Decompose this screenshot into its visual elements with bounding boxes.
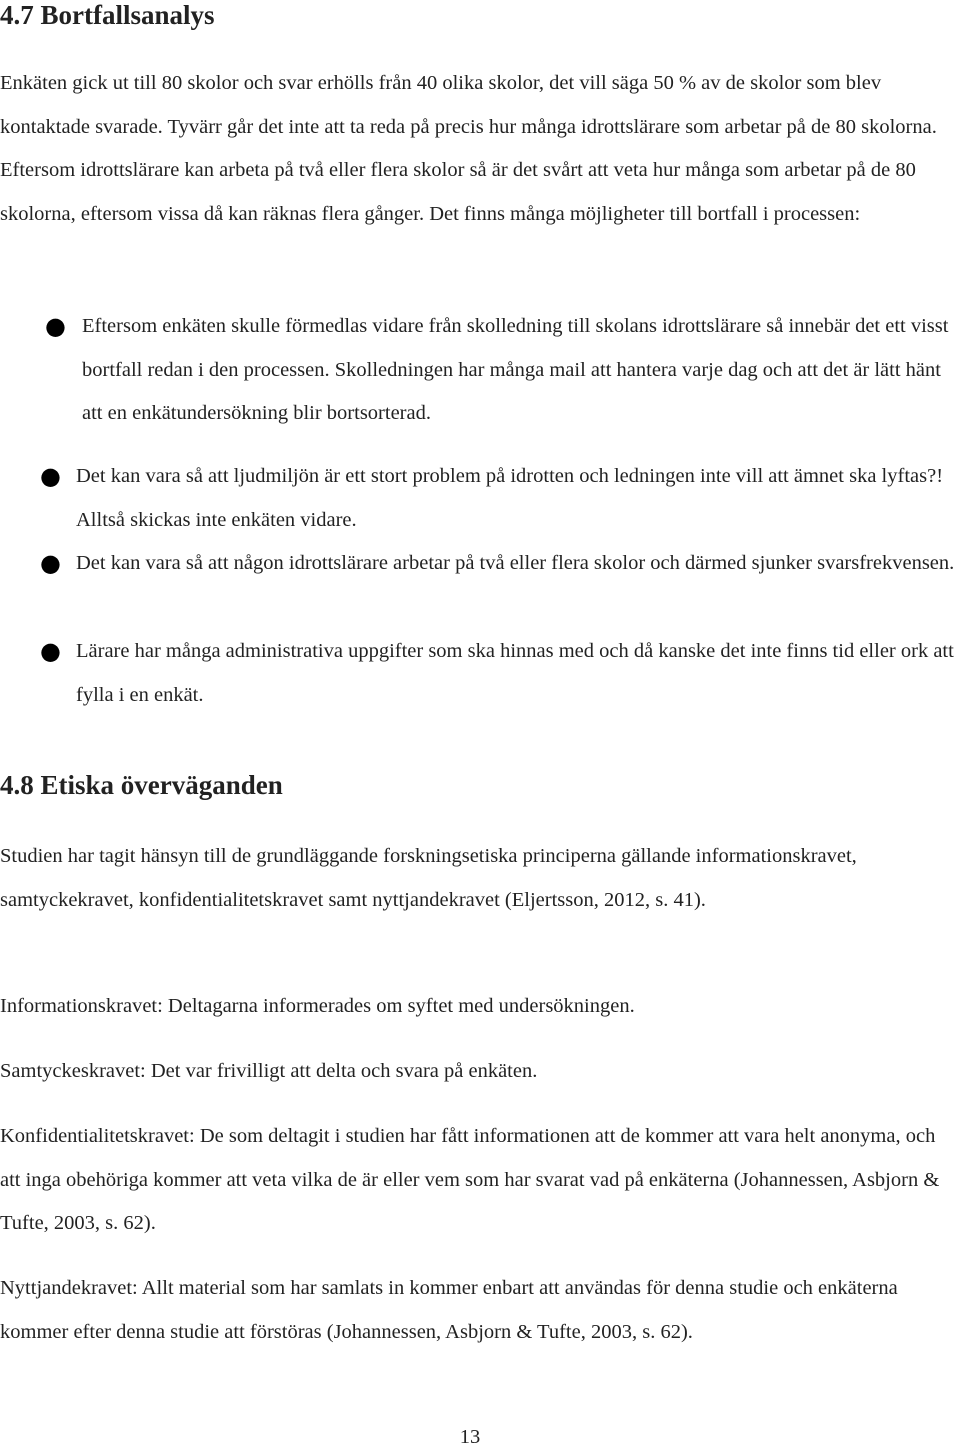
paragraph-bortfall-intro: Enkäten gick ut till 80 skolor och svar erhölls från 40 olika skolor, det vill säga 50 % av de skolor som blev kontaktade svarade. Tyvärr går det inte att ta reda på precis hur många idrottslärare som arbetar på de 80 skolorna. Eftersom idrottslärare kan arbeta på två eller flera skolor så är det svårt att veta hur många som arbetar på de 80 skolorna, eftersom vissa då kan räknas flera gånger. Det finns många möjligheter till bortfall i processen: (0, 72, 937, 225)
paragraph-konfidentialitetskravet: Konfidentialitetskravet: De som deltagit i studien har fått informationen att de kommer att vara helt anonyma, och att inga obehöriga kommer att veta vilka de är eller vem som har svarat vad på enkäterna (Johannessen, Asbjorn & Tufte, 2003, s. 62). (0, 1125, 940, 1235)
page-number: 13 (459, 1426, 481, 1448)
bullet-text: Lärare har många administrativa uppgifter som ska hinnas med och då kanske det inte finns tid eller ork att fylla i en enkät. (76, 640, 954, 706)
section-heading-bortfallsanalys: 4.7 Bortfallsanalys (0, 0, 215, 30)
paragraph-ethics-principles: Studien har tagit hänsyn till de grundläggande forskningsetiska principerna gällande informationskravet, samtyckekravet, konfidentialitetskravet samt nyttjandekravet (Eljertsson, 2012, s. 41). (0, 845, 857, 911)
paragraph-samtyckeskravet: Samtyckeskravet: Det var frivilligt att delta och svara på enkäten. (0, 1060, 538, 1082)
bullet-dot-icon: ● (45, 312, 66, 340)
bullet-text: Det kan vara så att någon idrottslärare arbetar på två eller flera skolor och därmed sjunker svarsfrekvensen. (76, 552, 955, 574)
paragraph-informationskravet: Informationskravet: Deltagarna informerades om syftet med undersökningen. (0, 995, 635, 1017)
section-heading-etiska-overvaganden: 4.8 Etiska överväganden (0, 770, 283, 800)
bullet-text: Eftersom enkäten skulle förmedlas vidare från skolledning till skolans idrottslärare så innebär det ett visst bortfall redan i den processen. Skolledningen har många mail att hantera varje dag och att det är lätt hänt att en enkätundersökning blir bortsorterad. (82, 315, 949, 425)
bullet-dot-icon: ● (40, 462, 61, 490)
bullet-dot-icon: ● (40, 637, 61, 665)
paragraph-nyttjandekravet: Nyttjandekravet: Allt material som har samlats in kommer enbart att användas för denna studie och enkäterna kommer efter denna studie att förstöras (Johannessen, Asbjorn & Tufte, 2003, s. 62). (0, 1277, 898, 1343)
bullet-dot-icon: ● (40, 549, 61, 577)
bullet-text: Det kan vara så att ljudmiljön är ett stort problem på idrotten och ledningen inte vill att ämnet ska lyftas?! Alltså skickas inte enkäten vidare. (76, 465, 944, 531)
